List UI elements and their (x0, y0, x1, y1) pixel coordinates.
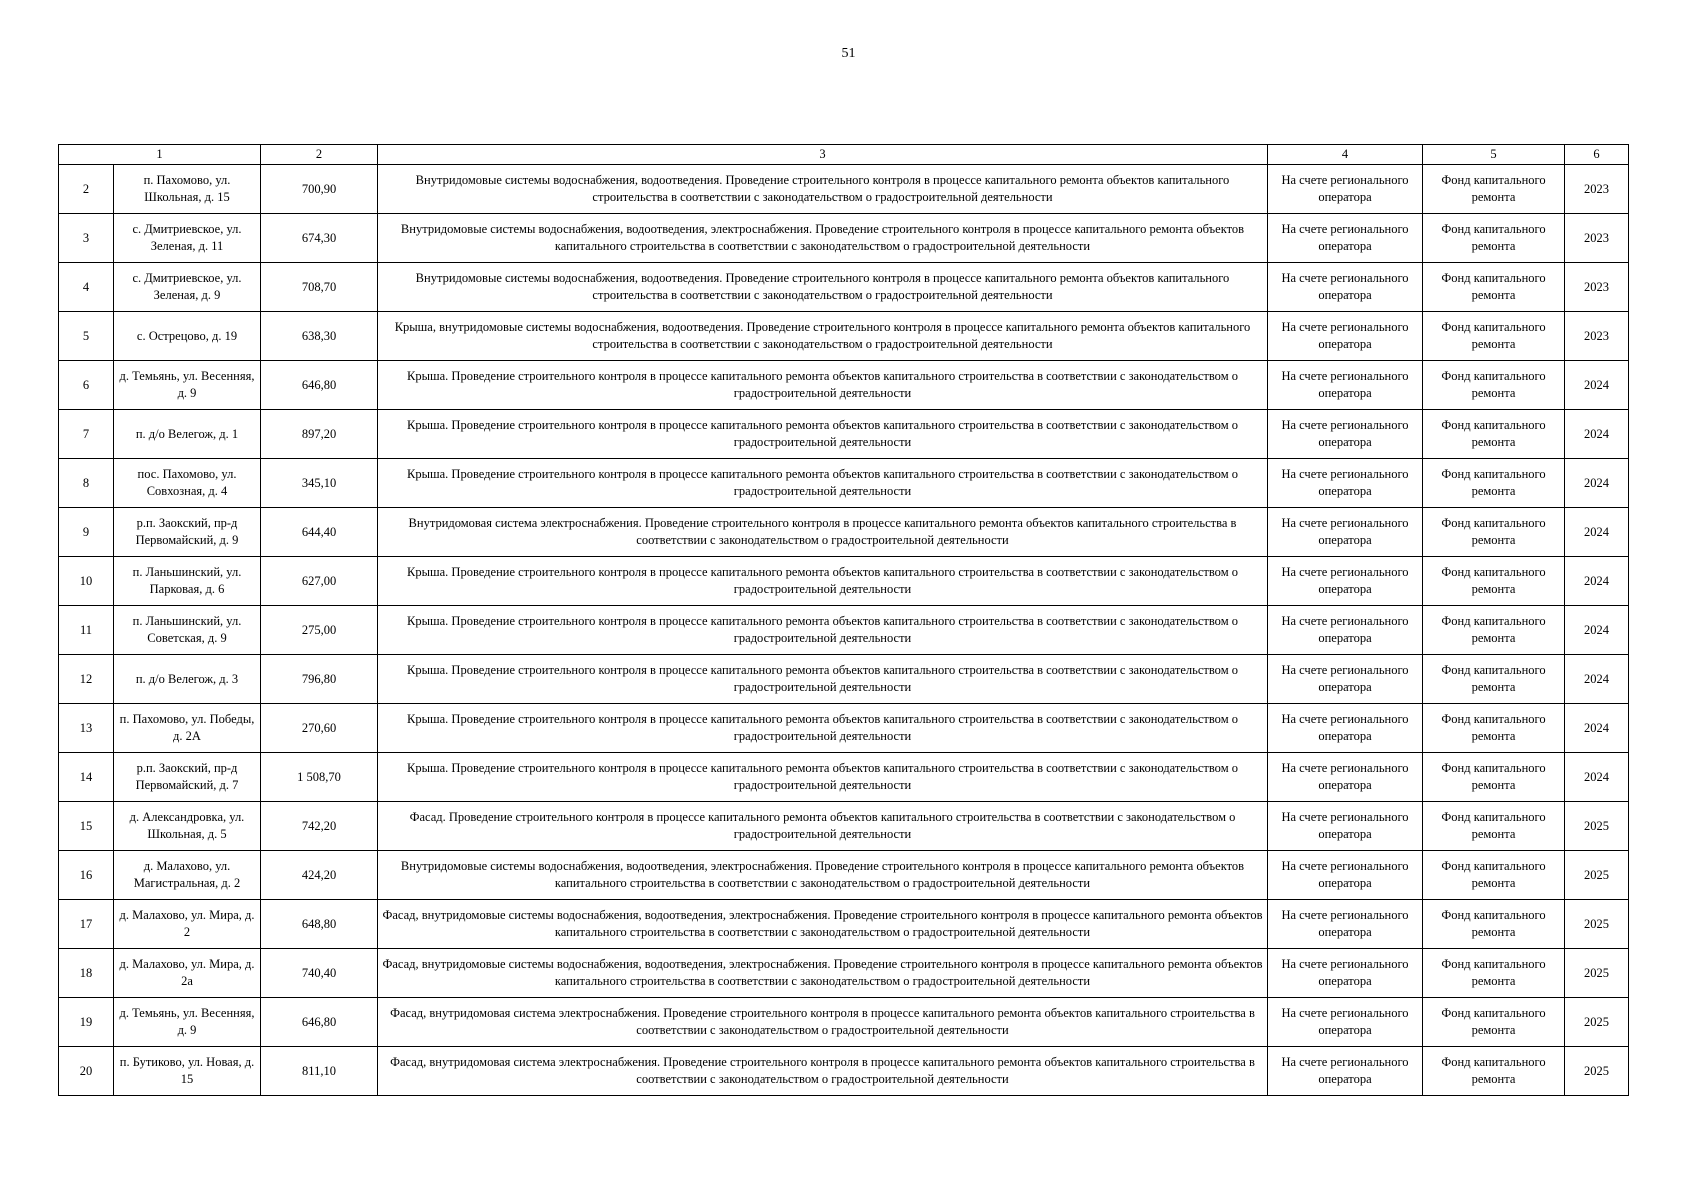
table-row (59, 655, 1629, 704)
year-cell: 2024 (1565, 704, 1629, 753)
account-type-cell: На счете регионального оператора (1268, 753, 1423, 802)
works-description-cell: Фасад, внутридомовая система электроснабжения. Проведение строительного контроля в процессе капитального ремонта объектов капитального строительства в соответствии с законодательством о градостроительной деятельности (378, 998, 1268, 1047)
address-cell: п. Пахомово, ул. Школьная, д. 15 (114, 165, 261, 214)
account-type-cell: На счете регионального оператора (1268, 263, 1423, 312)
funding-source-cell: Фонд капитального ремонта (1423, 1047, 1565, 1096)
year-cell: 2024 (1565, 753, 1629, 802)
year-cell: 2023 (1565, 214, 1629, 263)
works-description-cell: Крыша. Проведение строительного контроля в процессе капитального ремонта объектов капитального строительства в соответствии с законодательством о градостроительной деятельности (378, 361, 1268, 410)
column-header-2: 2 (261, 145, 378, 165)
account-type-cell: На счете регионального оператора (1268, 361, 1423, 410)
year-cell: 2023 (1565, 312, 1629, 361)
table-row (59, 508, 1629, 557)
page-number: 51 (841, 46, 856, 61)
row-number-cell: 8 (59, 459, 114, 508)
column-header-1: 1 (59, 145, 261, 165)
funding-source-cell: Фонд капитального ремонта (1423, 312, 1565, 361)
account-type-cell: На счете регионального оператора (1268, 410, 1423, 459)
table-row (59, 557, 1629, 606)
address-cell: д. Александровка, ул. Школьная, д. 5 (114, 802, 261, 851)
table-row (59, 900, 1629, 949)
address-cell: п. Бутиково, ул. Новая, д. 15 (114, 1047, 261, 1096)
address-cell: п. Ланьшинский, ул. Советская, д. 9 (114, 606, 261, 655)
row-number-cell: 16 (59, 851, 114, 900)
year-cell: 2023 (1565, 165, 1629, 214)
account-type-cell: На счете регионального оператора (1268, 802, 1423, 851)
area-cell: 648,80 (261, 900, 378, 949)
account-type-cell: На счете регионального оператора (1268, 557, 1423, 606)
address-cell: п. д/о Велегож, д. 3 (114, 655, 261, 704)
funding-source-cell: Фонд капитального ремонта (1423, 606, 1565, 655)
table-row (59, 312, 1629, 361)
account-type-cell: На счете регионального оператора (1268, 900, 1423, 949)
account-type-cell: На счете регионального оператора (1268, 606, 1423, 655)
row-number-cell: 11 (59, 606, 114, 655)
row-number-cell: 7 (59, 410, 114, 459)
area-cell: 646,80 (261, 361, 378, 410)
funding-source-cell: Фонд капитального ремонта (1423, 949, 1565, 998)
area-cell: 897,20 (261, 410, 378, 459)
works-description-cell: Внутридомовые системы водоснабжения, водоотведения. Проведение строительного контроля в процессе капитального ремонта объектов капитального строительства в соответствии с законодательством о градостроительной деятельности (378, 263, 1268, 312)
address-cell: п. Пахомово, ул. Победы, д. 2А (114, 704, 261, 753)
column-number-row (59, 145, 1629, 165)
row-number-cell: 14 (59, 753, 114, 802)
column-header-6: 6 (1565, 145, 1629, 165)
area-cell: 674,30 (261, 214, 378, 263)
account-type-cell: На счете регионального оператора (1268, 508, 1423, 557)
account-type-cell: На счете регионального оператора (1268, 949, 1423, 998)
year-cell: 2025 (1565, 802, 1629, 851)
area-cell: 627,00 (261, 557, 378, 606)
year-cell: 2025 (1565, 900, 1629, 949)
account-type-cell: На счете регионального оператора (1268, 851, 1423, 900)
column-header-3: 3 (378, 145, 1268, 165)
table-row (59, 949, 1629, 998)
row-number-cell: 6 (59, 361, 114, 410)
area-cell: 270,60 (261, 704, 378, 753)
funding-source-cell: Фонд капитального ремонта (1423, 753, 1565, 802)
row-number-cell: 9 (59, 508, 114, 557)
funding-source-cell: Фонд капитального ремонта (1423, 214, 1565, 263)
funding-source-cell: Фонд капитального ремонта (1423, 263, 1565, 312)
funding-source-cell: Фонд капитального ремонта (1423, 361, 1565, 410)
address-cell: р.п. Заокский, пр-д Первомайский, д. 9 (114, 508, 261, 557)
row-number-cell: 20 (59, 1047, 114, 1096)
funding-source-cell: Фонд капитального ремонта (1423, 998, 1565, 1047)
row-number-cell: 2 (59, 165, 114, 214)
year-cell: 2025 (1565, 851, 1629, 900)
funding-source-cell: Фонд капитального ремонта (1423, 410, 1565, 459)
funding-source-cell: Фонд капитального ремонта (1423, 802, 1565, 851)
year-cell: 2023 (1565, 263, 1629, 312)
address-cell: с. Дмитриевское, ул. Зеленая, д. 11 (114, 214, 261, 263)
row-number-cell: 15 (59, 802, 114, 851)
works-description-cell: Крыша. Проведение строительного контроля в процессе капитального ремонта объектов капитального строительства в соответствии с законодательством о градостроительной деятельности (378, 704, 1268, 753)
row-number-cell: 17 (59, 900, 114, 949)
works-description-cell: Крыша. Проведение строительного контроля в процессе капитального ремонта объектов капитального строительства в соответствии с законодательством о градостроительной деятельности (378, 459, 1268, 508)
funding-source-cell: Фонд капитального ремонта (1423, 851, 1565, 900)
works-description-cell: Фасад. Проведение строительного контроля в процессе капитального ремонта объектов капитального строительства в соответствии с законодательством о градостроительной деятельности (378, 802, 1268, 851)
funding-source-cell: Фонд капитального ремонта (1423, 459, 1565, 508)
funding-source-cell: Фонд капитального ремонта (1423, 900, 1565, 949)
funding-source-cell: Фонд капитального ремонта (1423, 655, 1565, 704)
row-number-cell: 18 (59, 949, 114, 998)
works-description-cell: Крыша. Проведение строительного контроля в процессе капитального ремонта объектов капитального строительства в соответствии с законодательством о градостроительной деятельности (378, 753, 1268, 802)
table-row (59, 704, 1629, 753)
row-number-cell: 10 (59, 557, 114, 606)
table-body (59, 165, 1629, 1096)
funding-source-cell: Фонд капитального ремонта (1423, 165, 1565, 214)
table-row (59, 263, 1629, 312)
table-row (59, 1047, 1629, 1096)
row-number-cell: 4 (59, 263, 114, 312)
area-cell: 700,90 (261, 165, 378, 214)
area-cell: 708,70 (261, 263, 378, 312)
column-header-5: 5 (1423, 145, 1565, 165)
area-cell: 424,20 (261, 851, 378, 900)
address-cell: р.п. Заокский, пр-д Первомайский, д. 7 (114, 753, 261, 802)
area-cell: 638,30 (261, 312, 378, 361)
works-description-cell: Крыша. Проведение строительного контроля в процессе капитального ремонта объектов капитального строительства в соответствии с законодательством о градостроительной деятельности (378, 606, 1268, 655)
year-cell: 2024 (1565, 655, 1629, 704)
works-description-cell: Внутридомовые системы водоснабжения, водоотведения, электроснабжения. Проведение строительного контроля в процессе капитального ремонта объектов капитального строительства в соответствии с законодательством о градостроительной деятельности (378, 214, 1268, 263)
works-description-cell: Внутридомовые системы водоснабжения, водоотведения. Проведение строительного контроля в процессе капитального ремонта объектов капитального строительства в соответствии с законодательством о градостроительной деятельности (378, 165, 1268, 214)
address-cell: п. д/о Велегож, д. 1 (114, 410, 261, 459)
area-cell: 742,20 (261, 802, 378, 851)
account-type-cell: На счете регионального оператора (1268, 312, 1423, 361)
table-row (59, 214, 1629, 263)
table-row (59, 851, 1629, 900)
row-number-cell: 13 (59, 704, 114, 753)
year-cell: 2025 (1565, 1047, 1629, 1096)
area-cell: 796,80 (261, 655, 378, 704)
table-row (59, 459, 1629, 508)
address-cell: д. Темьянь, ул. Весенняя, д. 9 (114, 998, 261, 1047)
address-cell: с. Острецово, д. 19 (114, 312, 261, 361)
address-cell: д. Малахово, ул. Мира, д. 2 (114, 900, 261, 949)
row-number-cell: 19 (59, 998, 114, 1047)
address-cell: д. Малахово, ул. Мира, д. 2а (114, 949, 261, 998)
address-cell: д. Малахово, ул. Магистральная, д. 2 (114, 851, 261, 900)
row-number-cell: 5 (59, 312, 114, 361)
works-description-cell: Крыша. Проведение строительного контроля в процессе капитального ремонта объектов капитального строительства в соответствии с законодательством о градостроительной деятельности (378, 410, 1268, 459)
account-type-cell: На счете регионального оператора (1268, 998, 1423, 1047)
year-cell: 2024 (1565, 508, 1629, 557)
works-description-cell: Внутридомовая система электроснабжения. Проведение строительного контроля в процессе капитального ремонта объектов капитального строительства в соответствии с законодательством о градостроительной деятельности (378, 508, 1268, 557)
address-cell: с. Дмитриевское, ул. Зеленая, д. 9 (114, 263, 261, 312)
account-type-cell: На счете регионального оператора (1268, 165, 1423, 214)
account-type-cell: На счете регионального оператора (1268, 704, 1423, 753)
area-cell: 811,10 (261, 1047, 378, 1096)
address-cell: п. Ланьшинский, ул. Парковая, д. 6 (114, 557, 261, 606)
table-row (59, 802, 1629, 851)
works-description-cell: Крыша, внутридомовые системы водоснабжения, водоотведения. Проведение строительного контроля в процессе капитального ремонта объектов капитального строительства в соответствии с законодательством о градостроительной деятельности (378, 312, 1268, 361)
year-cell: 2024 (1565, 410, 1629, 459)
row-number-cell: 12 (59, 655, 114, 704)
account-type-cell: На счете регионального оператора (1268, 459, 1423, 508)
works-description-cell: Крыша. Проведение строительного контроля в процессе капитального ремонта объектов капитального строительства в соответствии с законодательством о градостроительной деятельности (378, 557, 1268, 606)
table-row (59, 361, 1629, 410)
table-row (59, 998, 1629, 1047)
account-type-cell: На счете регионального оператора (1268, 1047, 1423, 1096)
area-cell: 1 508,70 (261, 753, 378, 802)
works-description-cell: Внутридомовые системы водоснабжения, водоотведения, электроснабжения. Проведение строительного контроля в процессе капитального ремонта объектов капитального строительства в соответствии с законодательством о градостроительной деятельности (378, 851, 1268, 900)
column-header-4: 4 (1268, 145, 1423, 165)
address-cell: д. Темьянь, ул. Весенняя, д. 9 (114, 361, 261, 410)
year-cell: 2024 (1565, 361, 1629, 410)
address-cell: пос. Пахомово, ул. Совхозная, д. 4 (114, 459, 261, 508)
table-row (59, 165, 1629, 214)
funding-source-cell: Фонд капитального ремонта (1423, 557, 1565, 606)
area-cell: 646,80 (261, 998, 378, 1047)
works-description-cell: Фасад, внутридомовая система электроснабжения. Проведение строительного контроля в процессе капитального ремонта объектов капитального строительства в соответствии с законодательством о градостроительной деятельности (378, 1047, 1268, 1096)
funding-source-cell: Фонд капитального ремонта (1423, 508, 1565, 557)
year-cell: 2025 (1565, 949, 1629, 998)
works-description-cell: Фасад, внутридомовые системы водоснабжения, водоотведения, электроснабжения. Проведение строительного контроля в процессе капитального ремонта объектов капитального строительства в соответствии с законодательством о градостроительной деятельности (378, 949, 1268, 998)
table-row (59, 606, 1629, 655)
year-cell: 2024 (1565, 606, 1629, 655)
table-row (59, 410, 1629, 459)
area-cell: 644,40 (261, 508, 378, 557)
table-row (59, 753, 1629, 802)
account-type-cell: На счете регионального оператора (1268, 214, 1423, 263)
year-cell: 2025 (1565, 998, 1629, 1047)
area-cell: 275,00 (261, 606, 378, 655)
repair-program-table (58, 144, 1629, 1096)
row-number-cell: 3 (59, 214, 114, 263)
year-cell: 2024 (1565, 459, 1629, 508)
works-description-cell: Фасад, внутридомовые системы водоснабжения, водоотведения, электроснабжения. Проведение строительного контроля в процессе капитального ремонта объектов капитального строительства в соответствии с законодательством о градостроительной деятельности (378, 900, 1268, 949)
area-cell: 345,10 (261, 459, 378, 508)
works-description-cell: Крыша. Проведение строительного контроля в процессе капитального ремонта объектов капитального строительства в соответствии с законодательством о градостроительной деятельности (378, 655, 1268, 704)
year-cell: 2024 (1565, 557, 1629, 606)
area-cell: 740,40 (261, 949, 378, 998)
account-type-cell: На счете регионального оператора (1268, 655, 1423, 704)
funding-source-cell: Фонд капитального ремонта (1423, 704, 1565, 753)
